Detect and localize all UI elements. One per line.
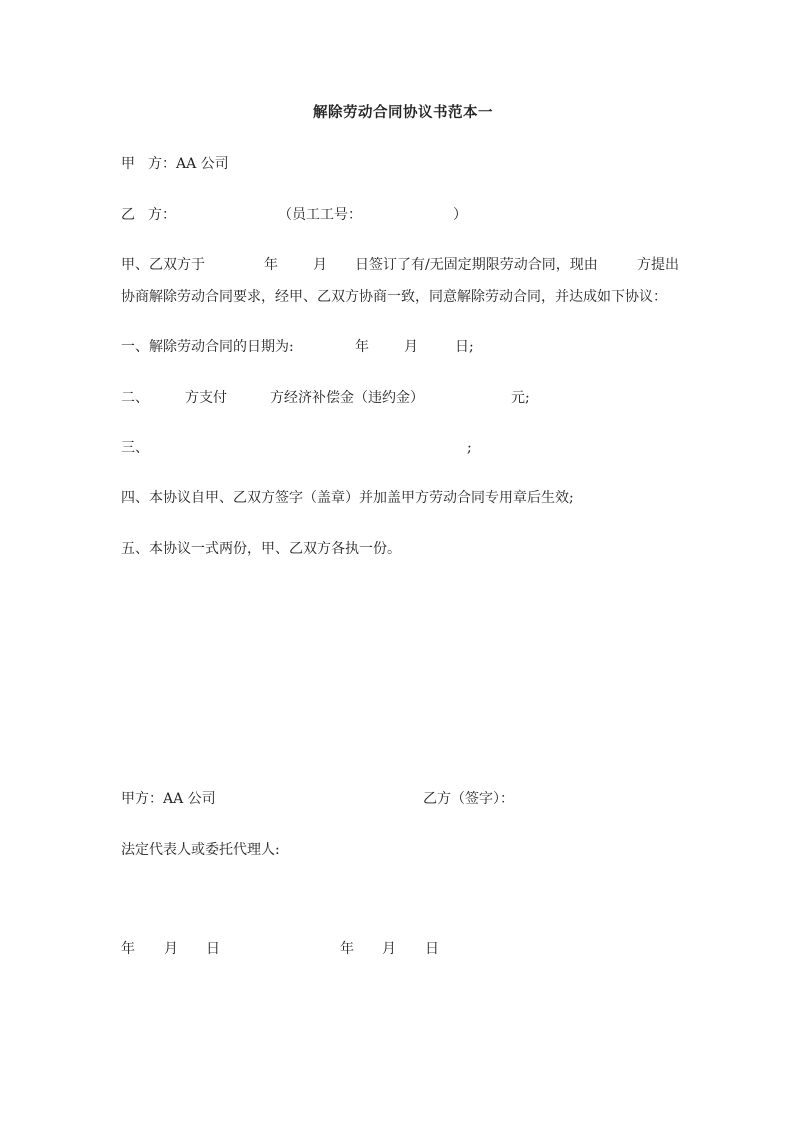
party-a-label: 甲 [121, 156, 135, 172]
item1-seg1: 一、解除劳动合同的日期为: [121, 339, 294, 355]
document-title: 解除劳动合同协议书范本一 [313, 104, 493, 121]
item1-year: 年 [355, 339, 369, 355]
date-right-month: 月 [382, 941, 396, 957]
date-right-year: 年 [340, 941, 354, 957]
date-left-year: 年 [121, 941, 135, 957]
employee-id-close: ） [453, 207, 467, 223]
para1-seg4: 日签订了有/无固定期限劳动合同，现由 [355, 257, 598, 273]
item2-seg2: 方支付 [185, 390, 227, 406]
para1-line2: 协商解除劳动合同要求，经甲、乙双方协商一致，同意解除劳动合同，并达成如下协议： [121, 289, 667, 305]
party-a-name: 方：AA 公司 [148, 156, 229, 172]
item2-seg4: 元; [511, 390, 530, 406]
para1-month: 月 [313, 257, 327, 273]
item5: 五、本协议一式两份，甲、乙双方各执一份。 [121, 541, 401, 557]
employee-id-label: （员工工号： [278, 207, 362, 223]
signature-party-b: 乙方（签字）： [423, 791, 514, 807]
signature-party-a: 甲方：AA 公司 [121, 791, 216, 807]
party-b-label: 乙 [121, 207, 135, 223]
item1-day: 日; [455, 339, 474, 355]
para1-year: 年 [264, 257, 278, 273]
signature-representative: 法定代表人或委托代理人: [121, 842, 280, 858]
item4: 四、本协议自甲、乙双方签字（盖章）并加盖甲方劳动合同专用章后生效; [121, 490, 574, 506]
para1-seg1: 甲、乙双方于 [121, 257, 205, 273]
item2-seg3: 方经济补偿金（违约金） [270, 390, 424, 406]
date-left-month: 月 [164, 941, 178, 957]
item3-seg2: ; [467, 440, 472, 456]
date-right-day: 日 [425, 941, 439, 957]
item1-month: 月 [404, 339, 418, 355]
item2-seg1: 二、 [121, 390, 149, 406]
date-left-day: 日 [206, 941, 220, 957]
party-b-name: 方： [148, 207, 176, 223]
para1-seg5: 方提出 [637, 257, 679, 273]
item3-seg1: 三、 [121, 440, 149, 456]
